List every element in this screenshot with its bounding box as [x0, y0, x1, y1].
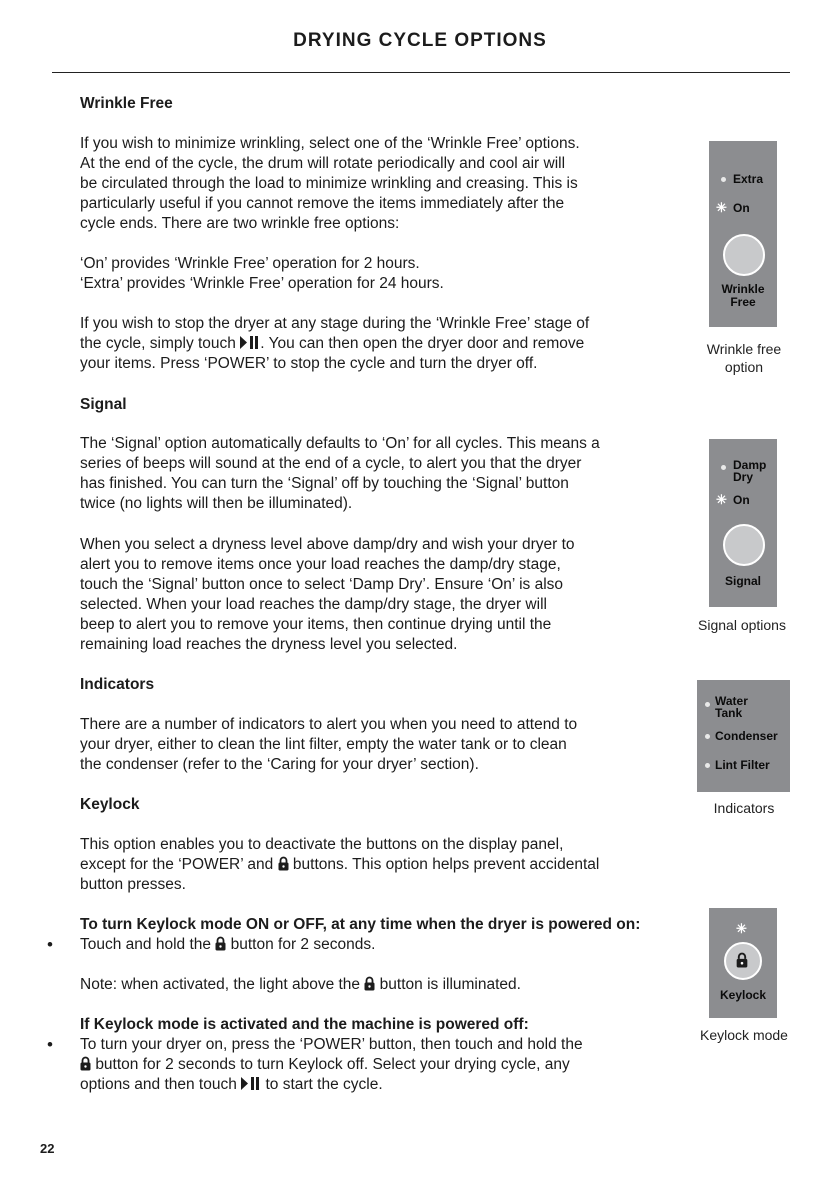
water-tank-label: Water — [715, 694, 748, 708]
indicator-dot-icon — [721, 465, 726, 470]
keylock-button-label: Keylock — [719, 988, 767, 1002]
keylock-bullet-1: Touch and hold the button for 2 seconds. — [80, 936, 376, 953]
lock-icon — [215, 936, 226, 951]
indicator-dot-icon — [721, 177, 726, 182]
keylock-line: button presses. — [80, 876, 186, 893]
keylock-note: Note: when activated, the light above the button is illuminated. — [80, 976, 521, 993]
on-label: On — [733, 493, 750, 507]
play-pause-icon — [241, 1077, 261, 1090]
signal-button[interactable] — [723, 524, 765, 566]
water-tank-label: Tank — [715, 706, 743, 720]
signal-caption: Signal options — [698, 617, 786, 633]
keylock-heading: Keylock — [80, 796, 140, 813]
keylock-subheading-off: If Keylock mode is activated and the machine is powered off: — [80, 1016, 529, 1033]
bullet: • — [47, 1035, 53, 1054]
page-number: 22 — [40, 1141, 55, 1156]
wrinkle-free-button[interactable] — [723, 234, 765, 276]
keylock-panel — [709, 908, 777, 1018]
keylock-bullet-2: button for 2 seconds to turn Keylock off. Select your drying cycle, any — [80, 1055, 570, 1075]
wrinkle-free-panel — [709, 141, 777, 327]
wrinkle-free-button-label: Free — [730, 295, 756, 309]
bullet: • — [47, 935, 53, 954]
star-light-icon: ✳ — [716, 200, 727, 215]
lock-icon — [736, 952, 748, 968]
signal-line: alert you to remove items once your load reaches the damp/dry stage, — [80, 556, 561, 573]
wrinkle-extra-line: ‘Extra’ provides ‘Wrinkle Free’ operation for 24 hours. — [80, 275, 444, 292]
wrinkle-line: be circulated through the load to minimize wrinkling and creasing. This is — [80, 175, 578, 192]
wrinkle-line: If you wish to minimize wrinkling, select one of the ‘Wrinkle Free’ options. — [80, 135, 580, 152]
wrinkle-stop-line: your items. Press ‘POWER’ to stop the cycle and turn the dryer off. — [80, 355, 538, 372]
wrinkle-free-button-label: Wrinkle — [721, 282, 765, 296]
keylock-line: except for the ‘POWER’ and buttons. This option helps prevent accidental — [80, 856, 600, 873]
lock-icon — [80, 1056, 91, 1071]
page-title: DRYING CYCLE OPTIONS — [293, 30, 547, 51]
extra-label: Extra — [733, 172, 764, 186]
keylock-line: This option enables you to deactivate the buttons on the display panel, — [80, 836, 564, 853]
signal-line: remaining load reaches the dryness level you selected. — [80, 636, 458, 653]
keylock-bullet-2: To turn your dryer on, press the ‘POWER’ button, then touch and hold the — [80, 1036, 583, 1053]
wrinkle-free-caption: Wrinkle free — [706, 341, 782, 357]
wrinkle-on-line: ‘On’ provides ‘Wrinkle Free’ operation for 2 hours. — [80, 255, 420, 272]
indicators-panel — [697, 680, 790, 792]
lock-icon — [278, 856, 289, 871]
wrinkle-free-heading: Wrinkle Free — [80, 95, 173, 112]
on-label: On — [733, 201, 750, 215]
condenser-label: Condenser — [715, 729, 778, 743]
lint-filter-label: Lint Filter — [715, 758, 770, 772]
signal-line: series of beeps will sound at the end of a cycle, to alert you that the dryer — [80, 455, 582, 472]
indicators-heading: Indicators — [80, 676, 155, 693]
signal-button-label: Signal — [724, 574, 761, 588]
signal-line: When you select a dryness level above damp/dry and wish your dryer to — [80, 536, 575, 553]
keylock-button[interactable] — [724, 942, 762, 980]
damp-dry-label: Damp — [733, 458, 767, 472]
indicator-dot-icon — [705, 734, 710, 739]
title-divider — [52, 72, 790, 73]
keylock-caption: Keylock mode — [700, 1027, 788, 1043]
play-pause-icon — [240, 336, 260, 349]
damp-dry-label: Dry — [733, 470, 754, 484]
star-light-icon: ✳ — [736, 921, 747, 936]
signal-line: beep to alert you to remove your items, then continue drying until the — [80, 616, 552, 633]
wrinkle-stop-line: the cycle, simply touch . You can then open the dryer door and remove — [80, 335, 585, 352]
signal-heading: Signal — [80, 396, 127, 413]
keylock-bullet-2: options and then touch to start the cycle. — [80, 1076, 383, 1093]
signal-line: twice (no lights will then be illuminated). — [80, 495, 353, 512]
wrinkle-free-caption: option — [724, 359, 764, 375]
signal-line: touch the ‘Signal’ button once to select ‘Damp Dry’. Ensure ‘On’ is also — [80, 576, 564, 593]
indicators-caption: Indicators — [713, 800, 775, 816]
wrinkle-line: particularly useful if you cannot remove the items immediately after the — [80, 195, 565, 212]
keylock-subheading-on: To turn Keylock mode ON or OFF, at any time when the dryer is powered on: — [80, 916, 641, 933]
indicators-line: the condenser (refer to the ‘Caring for your dryer’ section). — [80, 756, 479, 773]
signal-panel — [709, 439, 777, 607]
signal-line: selected. When your load reaches the damp/dry stage, the dryer will — [80, 596, 547, 613]
star-light-icon: ✳ — [716, 492, 727, 507]
lock-icon — [364, 976, 375, 991]
indicators-line: your dryer, either to clean the lint filter, empty the water tank or to clean — [80, 736, 567, 753]
wrinkle-stop-line: If you wish to stop the dryer at any stage during the ‘Wrinkle Free’ stage of — [80, 315, 590, 332]
indicator-dot-icon — [705, 763, 710, 768]
signal-line: The ‘Signal’ option automatically defaults to ‘On’ for all cycles. This means a — [80, 435, 600, 452]
signal-line: has finished. You can turn the ‘Signal’ off by touching the ‘Signal’ button — [80, 475, 569, 492]
indicator-dot-icon — [705, 702, 710, 707]
wrinkle-line: cycle ends. There are two wrinkle free options: — [80, 215, 400, 232]
wrinkle-line: At the end of the cycle, the drum will rotate periodically and cool air will — [80, 155, 566, 172]
indicators-line: There are a number of indicators to alert you when you need to attend to — [80, 716, 578, 733]
